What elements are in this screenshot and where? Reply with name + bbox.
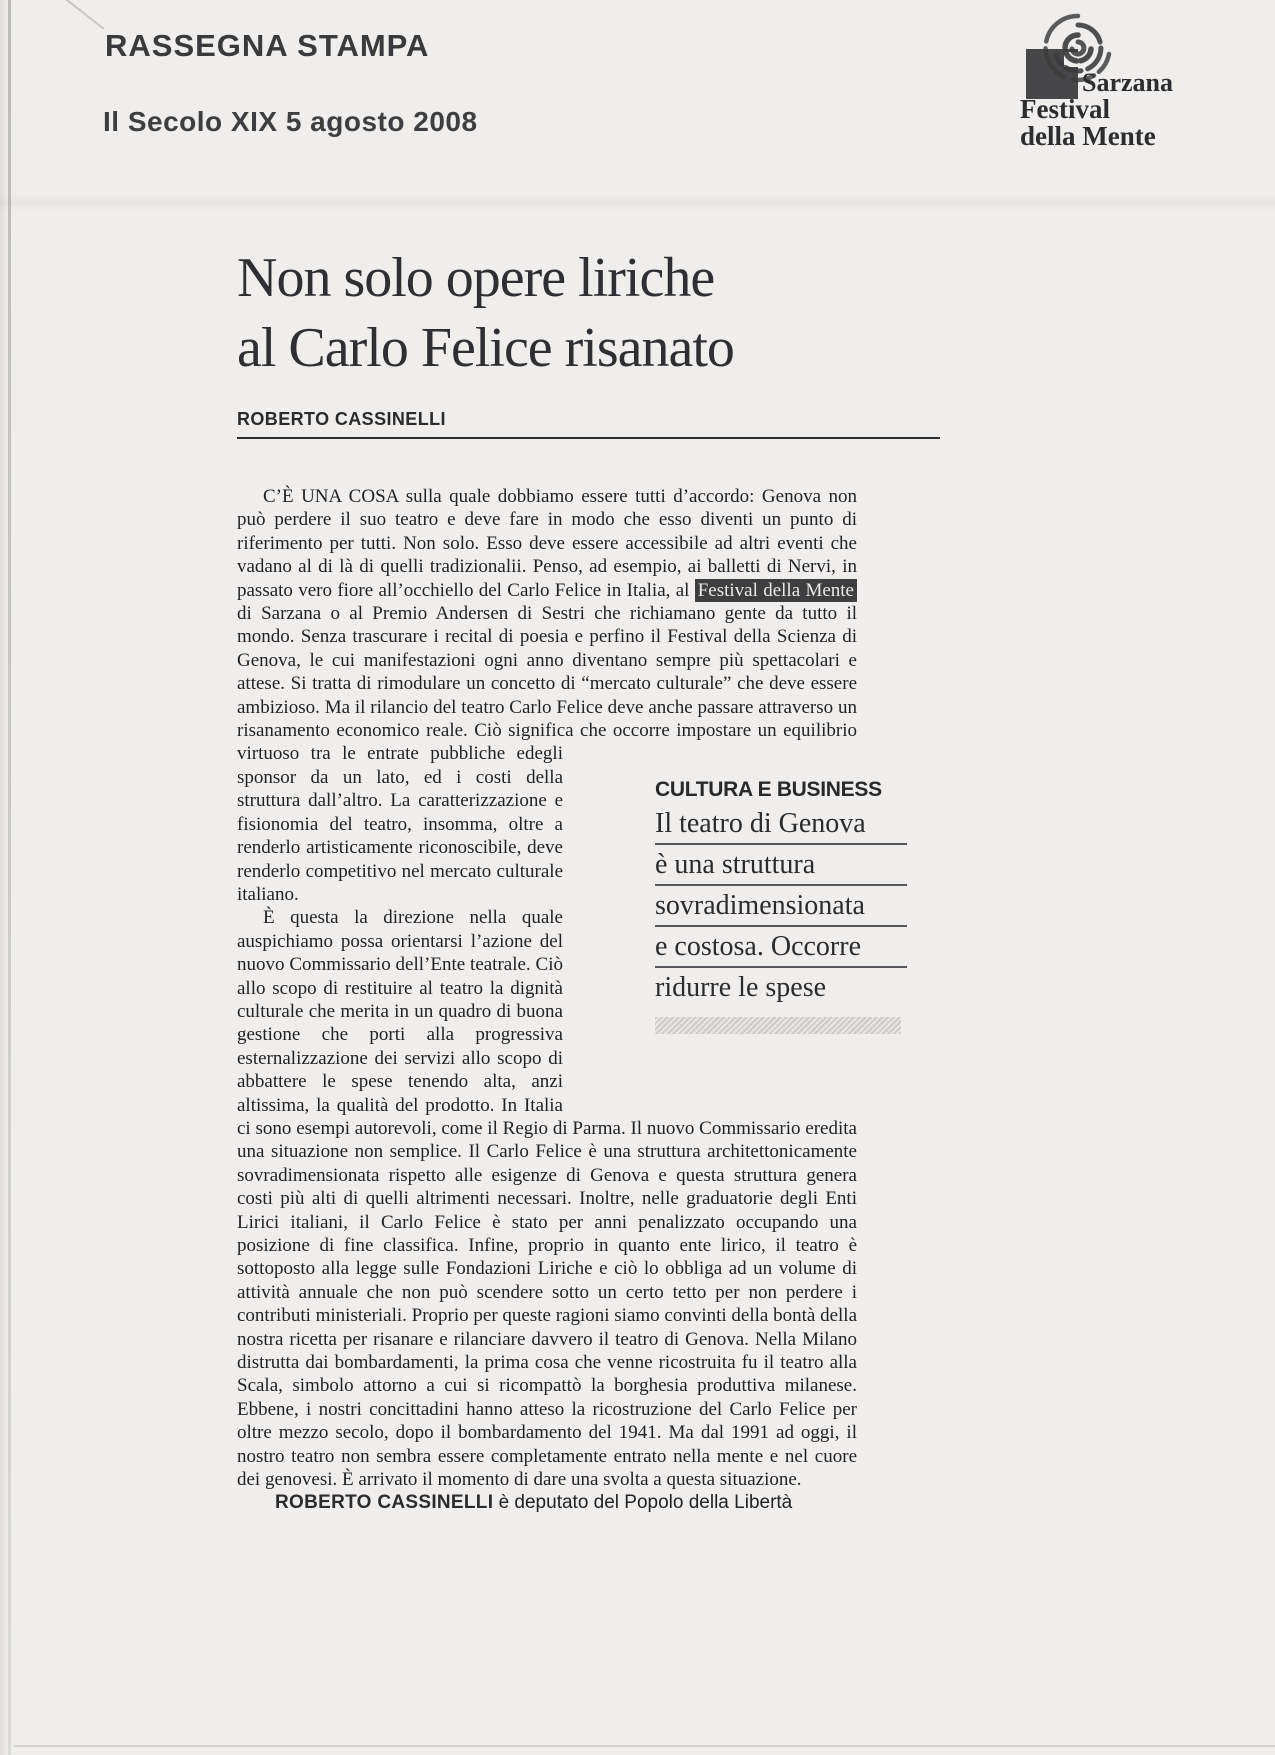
logo-text-della-mente: della Mente	[1020, 121, 1156, 151]
highlighted-festival-della-mente: Festival della Mente	[695, 579, 857, 602]
pull-quote-line: è una struttura	[655, 851, 907, 886]
pull-quote-kicker: CULTURA E BUSINESS	[655, 778, 882, 802]
newspaper-source-and-date: Il Secolo XIX 5 agosto 2008	[103, 106, 478, 137]
scan-artifact-bottom-edge-line	[14, 1745, 1275, 1747]
headline-line-2: al Carlo Felice risanato	[237, 317, 734, 379]
logo-text-festival: Festival	[1020, 94, 1110, 124]
press-review-title: RASSEGNA STAMPA	[105, 28, 430, 63]
scan-artifact-left-shadow	[0, 0, 8, 1755]
headline-line-1: Non solo opere liriche	[237, 247, 715, 309]
byline: ROBERTO CASSINELLI	[237, 409, 940, 439]
article-headline	[237, 243, 857, 383]
article-body	[237, 485, 882, 1515]
pull-quote-line: Il teatro di Genova	[655, 810, 907, 845]
scan-artifact-horizontal-crease	[0, 195, 1275, 211]
pull-quote-lines	[655, 807, 907, 1007]
paragraph-1-lead: C’È UNA COSA sulla quale dobbiamo essere tutti d’accordo: Genova non può perdere il suo teatro e deve fare in modo che esso diventi un punto di riferimento per tutti. Non solo. Esso deve essere accessibile ad altri eventi che vadano al di là di quelli tradizionalii. Penso, ad esempio, ai balletti di Nervi, in passato vero fiore all’occhiello del Carlo Felice in Italia, al	[237, 486, 857, 601]
pull-quote-line: sovradimensionata	[655, 892, 907, 927]
newspaper-article	[237, 243, 882, 1515]
pull-quote-hatch-bar	[655, 1017, 901, 1034]
author-role: è deputato del Popolo della Libertà	[493, 1492, 793, 1514]
paragraph-1	[237, 485, 882, 1003]
pull-quote-box	[655, 742, 907, 1033]
paragraph-2: È questa la direzione nella quale auspichiamo possa orientarsi l’azione del nuovo Commissario dell’Ente teatrale. Ciò allo scopo di restituire al teatro la dignità culturale che merita in un quadro di buona gestione che porti alla progressiva esternalizzazione dei servizi allo scopo di abbattere le spese tenendo alta, anzi altissima, la qualità del prodotto. In Italia ci sono esempi autorevoli, come il Regio di Parma. Il nuovo Commissario eredita una situazione non semplice. Il Carlo Felice è una struttura architettonicamente sovradimensionata rispetto alle esigenze di Genova e questa struttura genera costi più alti di quelli altrimenti necessari. Inoltre, nelle graduatorie degli Enti Lirici italiani, il Carlo Felice è stato per anni penalizzato occupando una posizione di fine classifica. Infine, proprio in quanto ente lirico, il teatro è sottoposto alla legge sulle Fondazioni Liriche e ciò lo obbliga ad un volume di attività annuale che non può scendere sotto un certo tetto per non perdere i contributi ministeriali. Proprio per queste ragioni siamo convinti della bontà della nostra ricetta per risanare e rilanciare davvero il teatro di Genova. Nella Milano distrutta dai bombardamenti, la prima cosa che venne ricostruita fu il teatro alla Scala, simbolo attorno a cui si ricompattò la borghesia produttiva milanese. Ebbene, i nostri concittadini hanno atteso la ricostruzione del Carlo Felice per oltre mezzo secolo, dopo il bombardamento del 1941. Ma dal 1991 ad oggi, il nostro teatro non sembra essere completamente entrato nella mente e nel cuore dei genovesi. È arrivato il momento di dare una svolta a questa situazione.	[237, 907, 857, 1491]
author-footnote	[237, 1491, 857, 1514]
paragraph-1-rest: di Sarzana o al Premio Andersen di Sestri che richiamano gente da tutto il mondo. Senza trascurare i recital di poesia e perfino il Festival della Scienza di Genova, le cui manifestazioni ogni anno diventano sempre più spettacolari e attese. Si tratta di rimodulare un concetto di “mercato culturale” che deve essere ambizioso. Ma il rilancio del teatro Carlo Felice deve anche passare attraverso un risanamento economico reale. Ciò significa che occorre impostare un equilibrio virtuoso tra le entrate pubbliche e	[237, 603, 857, 765]
pull-quote-line: e costosa. Occorre	[655, 933, 907, 968]
paragraph-1-continuation: degli sponsor da un lato, ed i costi della struttura dall’altro. La caratterizzazione e fisionomia del teatro, insomma, oltre a renderlo artisticamente riconoscibile, deve renderlo competitivo nel mercato culturale italiano.	[237, 743, 563, 905]
author-name: ROBERTO CASSINELLI	[275, 1492, 494, 1514]
scan-artifact-top-left-crease	[58, 0, 105, 30]
pull-quote-line: ridurre le spese	[655, 971, 827, 1003]
scan-artifact-left-edge-line	[8, 0, 11, 1755]
logo-text-sarzana: Sarzana	[1082, 68, 1173, 97]
